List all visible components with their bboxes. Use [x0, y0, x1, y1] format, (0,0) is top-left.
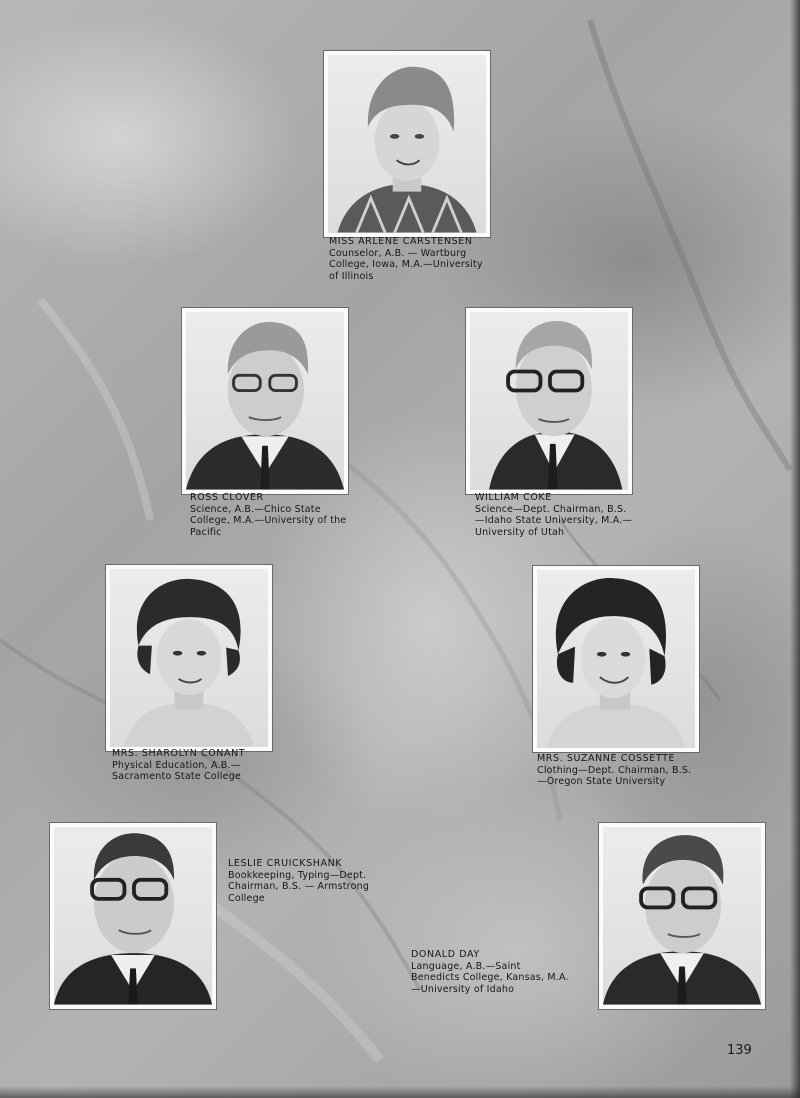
faculty-credentials: Bookkeeping, Typing—Dept. Chairman, B.S. — Armstrong College: [228, 869, 370, 904]
faculty-credentials: Counselor, A.B. — Wartburg College, Iowa, M.A.—University of Illinois: [329, 247, 483, 282]
faculty-credentials: Science—Dept. Chairman, B.S.—Idaho State University, M.A.—University of Utah: [475, 503, 633, 538]
faculty-credentials: Language, A.B.—Saint Benedicts College, Kansas, M.A.—University of Idaho: [411, 960, 569, 995]
portrait-william-coke: [466, 308, 632, 494]
faculty-credentials: Science, A.B.—Chico State College, M.A.—University of the Pacific: [190, 503, 347, 538]
faculty-name: DONALD DAY: [411, 949, 480, 960]
portrait-donald-day: [599, 823, 765, 1009]
faculty-name: LESLIE CRUICKSHANK: [228, 858, 343, 869]
faculty-name: WILLIAM COKE: [475, 492, 552, 503]
caption-ross-clover: [190, 492, 350, 538]
portrait-ross-clover: [182, 308, 348, 494]
caption-sharolyn-conant: [112, 748, 272, 783]
faculty-credentials: Physical Education, A.B.—Sacramento State College: [112, 759, 241, 782]
portrait-arlene-carstensen: [324, 51, 490, 237]
caption-leslie-cruickshank: [228, 858, 388, 904]
caption-arlene-carstensen: [329, 236, 487, 282]
caption-william-coke: [475, 492, 635, 538]
faculty-name: ROSS CLOVER: [190, 492, 264, 503]
page-shadow-right: [790, 0, 800, 1098]
portrait-sharolyn-conant: [106, 565, 272, 751]
faculty-credentials: Clothing—Dept. Chairman, B.S.—Oregon State University: [537, 764, 692, 787]
portrait-suzanne-cossette: [533, 566, 699, 752]
faculty-name: MISS ARLENE CARSTENSEN: [329, 236, 473, 247]
page-number: 139: [727, 1043, 752, 1058]
faculty-name: MRS. SUZANNE COSSETTE: [537, 753, 676, 764]
page-shadow-bottom: [0, 1086, 800, 1098]
portrait-leslie-cruickshank: [50, 823, 216, 1009]
caption-donald-day: [411, 949, 571, 995]
faculty-name: MRS. SHAROLYN CONANT: [112, 748, 246, 759]
caption-suzanne-cossette: [537, 753, 697, 788]
